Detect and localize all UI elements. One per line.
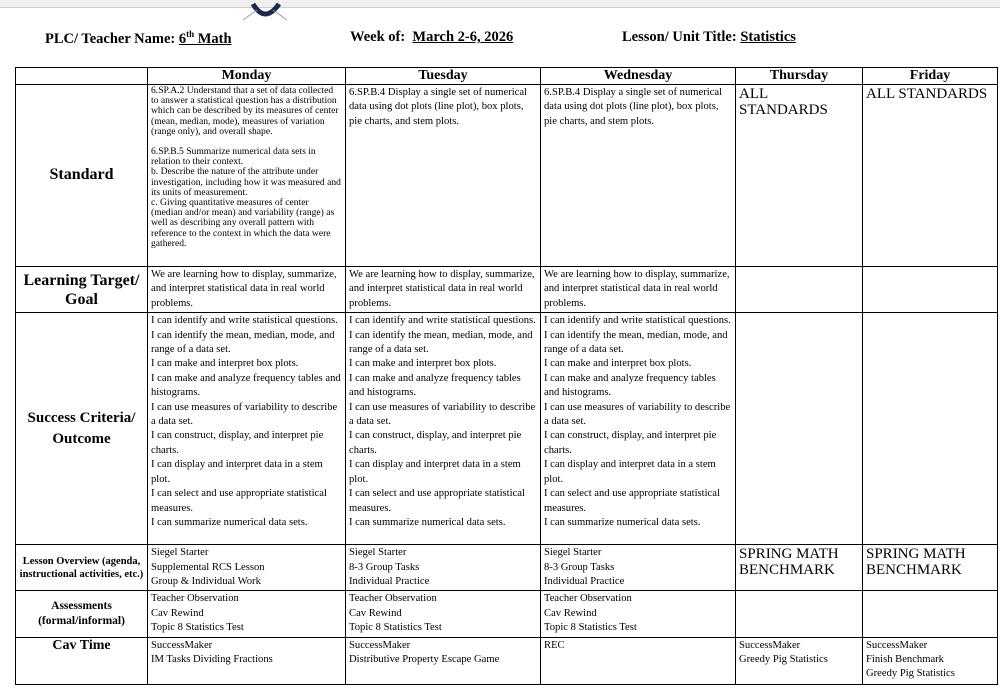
overview-row xyxy=(16,545,998,591)
overview-wednesday: Siegel Starter 8-3 Group Tasks Individual Practice xyxy=(541,545,736,591)
row-label-assessment: Assessments (formal/informal) xyxy=(16,591,148,637)
success-criterion: I can select and use appropriate statistical measures. xyxy=(151,488,327,514)
row-label-target: Learning Target/ Goal xyxy=(16,267,148,313)
success-thursday xyxy=(736,313,863,545)
standard-friday: ALL STANDARDS xyxy=(863,85,998,267)
target-wednesday: We are learning how to display, summarize, and interpret statistical data in real world problems. xyxy=(541,267,736,313)
success-criterion: I can display and interpret data in a stem plot. xyxy=(151,459,323,485)
target-friday xyxy=(863,267,998,313)
success-criterion: I can select and use appropriate statistical measures. xyxy=(349,488,525,514)
col-friday: Friday xyxy=(863,68,998,85)
week-of xyxy=(350,29,513,46)
assess-thursday xyxy=(736,591,863,637)
standard-tuesday: 6.SP.B.4 Display a single set of numerical data using dot plots (line plot), box plots, pie charts, and stem plots. xyxy=(346,85,541,267)
cav-monday: SuccessMaker IM Tasks Dividing Fractions xyxy=(148,637,346,684)
success-criterion: I can construct, display, and interpret pie charts. xyxy=(544,430,717,456)
success-criterion: I can summarize numerical data sets. xyxy=(349,516,506,528)
assess-wednesday: Teacher Observation Cav Rewind Topic 8 Statistics Test xyxy=(541,591,736,637)
success-criterion: I can construct, display, and interpret pie charts. xyxy=(349,430,522,456)
success-criterion: I can use measures of variability to describe a data set. xyxy=(349,401,536,428)
overview-thursday: SPRING MATH BENCHMARK xyxy=(736,545,863,591)
row-label-overview: Lesson Overview (agenda, instructional activities, etc.) xyxy=(16,545,148,591)
standard-thursday: ALL STANDARDS xyxy=(736,85,863,267)
standard-wednesday: 6.SP.B.4 Display a single set of numerical data using dot plots (line plot), box plots, pie charts, and stem plots. xyxy=(541,85,736,267)
row-label-success: Success Criteria/ Outcome xyxy=(16,313,148,545)
target-thursday xyxy=(736,267,863,313)
unit-title xyxy=(622,29,796,46)
success-criterion: I can summarize numerical data sets. xyxy=(544,516,701,528)
success-criterion: I can summarize numerical data sets. xyxy=(151,516,308,528)
success-criterion: I can display and interpret data in a stem plot. xyxy=(544,459,716,485)
teacher-name xyxy=(45,29,232,48)
success-criterion: I can identify the mean, median, mode, and range of a data set. xyxy=(151,329,335,356)
standard-monday: 6.SP.A.2 Understand that a set of data collected to answer a statistical question has a distribution which can be described by its measures of center (mean, median, mode), measures of variation (range only), and overall shape. 6.SP.B.5 Summarize numerical data sets in relation to their context. b. Describe the nature of the attribute under investigation, including how it was measured and its units of measurement. c. Giving quantitative measures of center (median and/or mean) and variability (range) as well as describing any overall pattern with reference to the context in which the data were gathered. xyxy=(148,85,346,267)
row-label-cav: Cav Time xyxy=(16,637,148,684)
overview-monday: Siegel Starter Supplemental RCS Lesson Group & Individual Work xyxy=(148,545,346,591)
overview-friday: SPRING MATH BENCHMARK xyxy=(863,545,998,591)
success-criterion: I can make and interpret box plots. xyxy=(151,358,299,370)
success-criterion: I can make and analyze frequency tables and histograms. xyxy=(544,372,716,399)
success-tuesday xyxy=(346,313,541,545)
overview-tuesday: Siegel Starter 8-3 Group Tasks Individual Practice xyxy=(346,545,541,591)
teacher-label: PLC/ Teacher Name: xyxy=(45,30,176,47)
col-tuesday: Tuesday xyxy=(346,68,541,85)
assess-tuesday: Teacher Observation Cav Rewind Topic 8 Statistics Test xyxy=(346,591,541,637)
corner-cell xyxy=(16,68,148,85)
lesson-plan-table xyxy=(15,67,998,685)
success-criterion: I can make and analyze frequency tables and histograms. xyxy=(151,372,341,399)
success-criterion: I can make and interpret box plots. xyxy=(349,358,497,370)
assess-monday: Teacher Observation Cav Rewind Topic 8 Statistics Test xyxy=(148,591,346,637)
cav-row xyxy=(16,637,998,684)
unit-label: Lesson/ Unit Title: xyxy=(622,29,737,45)
success-criterion: I can make and interpret box plots. xyxy=(544,358,692,370)
success-criterion: I can use measures of variability to describe a data set. xyxy=(151,401,338,428)
col-thursday: Thursday xyxy=(736,68,863,85)
success-criterion: I can identify the mean, median, mode, and range of a data set. xyxy=(349,329,533,356)
unit-value: Statistics xyxy=(740,29,796,45)
success-criterion: I can make and analyze frequency tables and histograms. xyxy=(349,372,521,399)
success-wednesday xyxy=(541,313,736,545)
success-monday xyxy=(148,313,346,545)
success-criterion: I can display and interpret data in a stem plot. xyxy=(349,459,521,485)
school-logo xyxy=(235,0,295,22)
success-criterion: I can identify the mean, median, mode, and range of a data set. xyxy=(544,329,728,356)
cav-tuesday: SuccessMaker Distributive Property Escape Game xyxy=(346,637,541,684)
target-tuesday: We are learning how to display, summarize, and interpret statistical data in real world problems. xyxy=(346,267,541,313)
row-label-standard: Standard xyxy=(16,85,148,267)
target-row xyxy=(16,267,998,313)
target-monday: We are learning how to display, summarize, and interpret statistical data in real world problems. xyxy=(148,267,346,313)
col-wednesday: Wednesday xyxy=(541,68,736,85)
success-friday xyxy=(863,313,998,545)
standard-row xyxy=(16,85,998,267)
cav-friday: SuccessMaker Finish Benchmark Greedy Pig Statistics xyxy=(863,637,998,684)
week-value: March 2-6, 2026 xyxy=(412,29,514,45)
cav-thursday: SuccessMaker Greedy Pig Statistics xyxy=(736,637,863,684)
success-row xyxy=(16,313,998,545)
scrollbar[interactable] xyxy=(0,0,1000,8)
col-monday: Monday xyxy=(148,68,346,85)
assess-friday xyxy=(863,591,998,637)
header-row xyxy=(16,68,998,85)
success-criterion: I can identify and write statistical questions. xyxy=(349,315,536,327)
success-criterion: I can identify and write statistical questions. xyxy=(151,315,338,327)
success-criterion: I can select and use appropriate statistical measures. xyxy=(544,488,720,514)
success-criterion: I can construct, display, and interpret pie charts. xyxy=(151,430,324,456)
assessment-row xyxy=(16,591,998,637)
cav-wednesday: REC xyxy=(541,637,736,684)
teacher-value: 6th Math xyxy=(178,29,232,47)
success-criterion: I can identify and write statistical questions. xyxy=(544,315,731,327)
success-criterion: I can use measures of variability to describe a data set. xyxy=(544,401,731,428)
week-label: Week of: xyxy=(350,29,406,45)
